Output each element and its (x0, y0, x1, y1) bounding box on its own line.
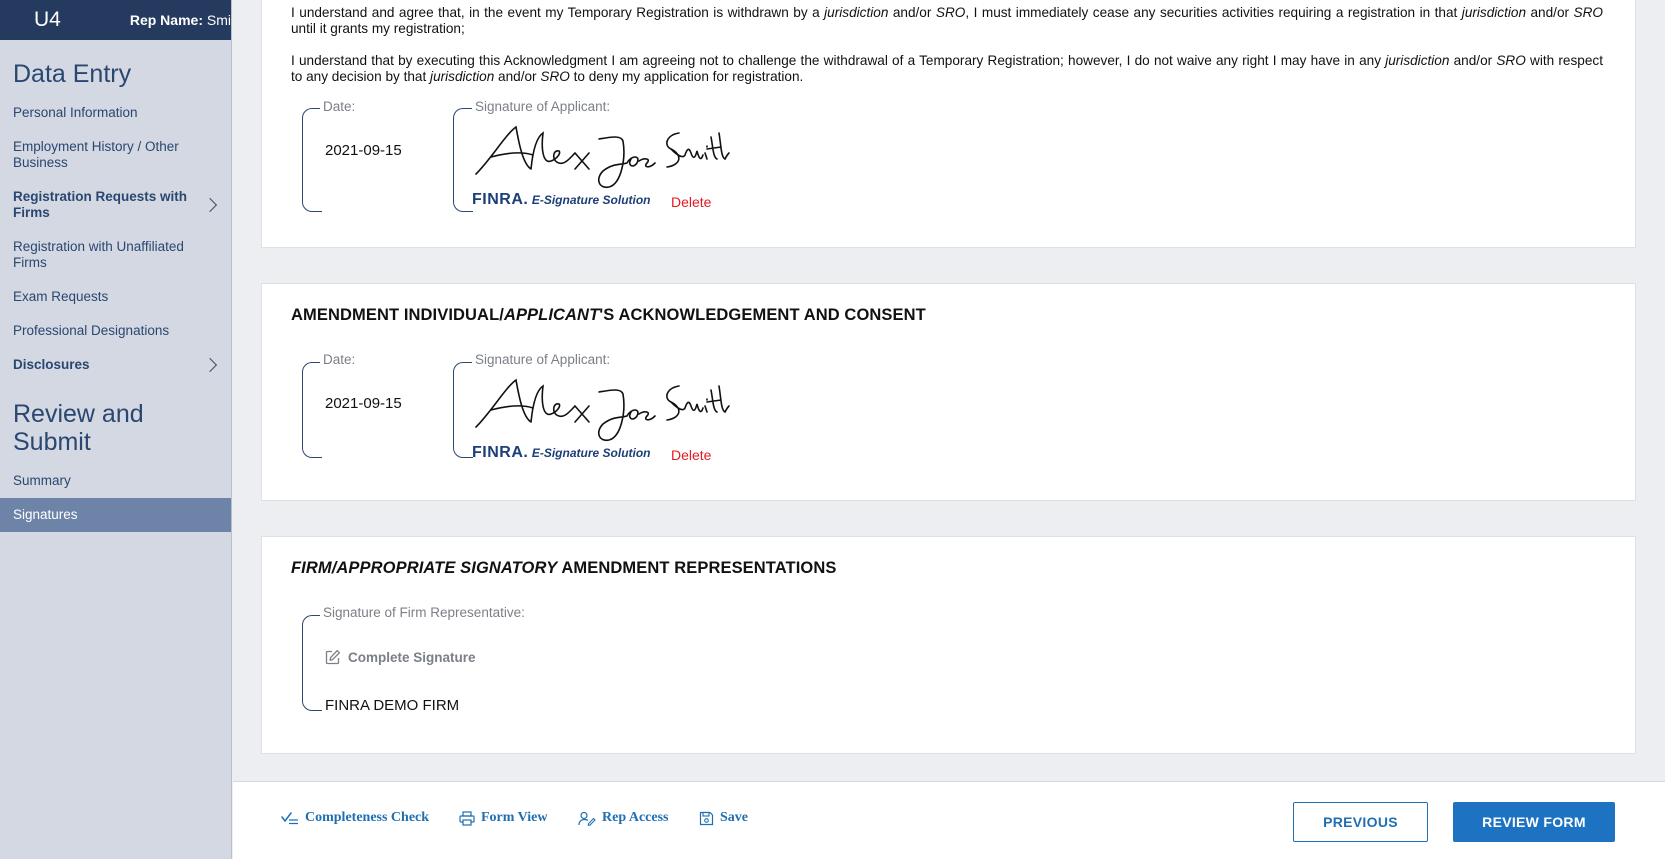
chevron-right-icon (203, 358, 217, 372)
review-form-button[interactable]: REVIEW FORM (1453, 802, 1615, 842)
complete-signature-button[interactable] (325, 649, 476, 665)
date-field-bracket (302, 108, 322, 212)
delete-signature-link[interactable]: Delete (671, 447, 712, 463)
signature-field-bracket (453, 108, 473, 212)
sidebar-item-summary[interactable] (0, 464, 231, 498)
firm-signatory-card (261, 536, 1636, 754)
delete-signature-link[interactable]: Delete (671, 194, 712, 210)
date-value: 2021-09-15 (325, 395, 402, 412)
applicant-signature (471, 372, 731, 452)
signature-field-bracket (453, 362, 473, 458)
sidebar-item-label: Professional Designations (13, 323, 170, 338)
signature-label: Signature of Applicant: (472, 99, 613, 114)
form-name: U4 (34, 8, 61, 31)
sidebar-item-label: Registration with Unaffiliated Firms (13, 239, 184, 270)
sidebar-item-label: Employment History / Other Business (13, 139, 179, 170)
firm-signature-label: Signature of Firm Representative: (320, 605, 528, 620)
save-label: Save (720, 810, 748, 825)
save-link[interactable] (699, 810, 748, 826)
sidebar-item-exam-requests[interactable] (0, 280, 231, 314)
rep-name-label: Rep Name: (129, 12, 203, 28)
sidebar-item-label: Summary (13, 473, 71, 488)
acknowledgement-paragraph-1: I understand and agree that, in the event my Temporary Registration is withdrawn by a jurisdiction and/or SRO, I must immediately cease any securities activities requiring a registration in that jurisdiction and/or SRO until it grants my registration; (291, 5, 1603, 36)
amendment-acknowledgement-card (261, 283, 1636, 501)
chevron-right-icon (203, 198, 217, 212)
rep-access-label: Rep Access (602, 810, 669, 825)
sidebar-item-personal-information[interactable] (0, 96, 231, 130)
sidebar-section-data-entry: Data Entry (13, 60, 132, 88)
sidebar-item-label: Disclosures (13, 357, 90, 372)
sidebar-item-employment-history[interactable] (0, 130, 231, 180)
date-label: Date: (320, 352, 358, 367)
complete-signature-label: Complete Signature (348, 649, 476, 665)
sidebar-section-review-submit: Review and Submit (13, 400, 144, 456)
user-edit-icon (578, 811, 596, 826)
save-icon (699, 811, 714, 826)
rep-name-value: Smi (206, 12, 231, 28)
date-label: Date: (320, 99, 358, 114)
temporary-registration-card (261, 0, 1636, 248)
firm-signature-bracket (302, 615, 322, 711)
sidebar-item-professional-designations[interactable] (0, 314, 231, 348)
rep-access-link[interactable] (578, 810, 669, 826)
finra-esignature-logo: FINRA . E-Signature Solution (472, 444, 651, 461)
sidebar-item-label: Personal Information (13, 105, 138, 120)
applicant-signature (471, 119, 731, 199)
acknowledgement-paragraph-2: I understand that by executing this Acknowledgment I am agreeing not to challenge the withdrawal of a Temporary Registration; however, I do not waive any right I may have in any jurisdiction and/or SRO with respect to any decision by that jurisdiction and/or SRO to deny my application for registration. (291, 53, 1603, 84)
finra-esignature-logo: FINRA . E-Signature Solution (472, 191, 651, 208)
sidebar-item-registration-requests[interactable] (0, 180, 231, 230)
sidebar (0, 0, 232, 859)
form-view-label: Form View (481, 810, 548, 825)
sidebar-item-signatures[interactable] (0, 498, 231, 532)
sidebar-item-disclosures[interactable] (0, 348, 231, 382)
footer-toolbar (233, 781, 1665, 859)
date-field-bracket (302, 362, 322, 458)
previous-button[interactable]: PREVIOUS (1293, 802, 1428, 842)
checklist-icon (281, 811, 299, 825)
sidebar-item-label: Signatures (13, 507, 78, 522)
sidebar-item-label: Exam Requests (13, 289, 109, 304)
completeness-check-label: Completeness Check (305, 810, 430, 825)
sidebar-item-label: Registration Requests with Firms (13, 189, 188, 220)
printer-icon (459, 811, 475, 826)
date-value: 2021-09-15 (325, 142, 402, 159)
app-header (0, 0, 231, 40)
card-title: FIRM/APPROPRIATE SIGNATORY AMENDMENT REPRESENTATIONS (291, 559, 837, 577)
firm-name: FINRA DEMO FIRM (325, 697, 460, 714)
main-content (233, 0, 1665, 781)
sidebar-item-registration-unaffiliated[interactable] (0, 230, 231, 280)
form-view-link[interactable] (459, 810, 547, 826)
completeness-check-link[interactable] (281, 810, 429, 826)
card-title: AMENDMENT INDIVIDUAL/APPLICANT'S ACKNOWLEDGEMENT AND CONSENT (291, 306, 926, 324)
edit-square-icon (325, 649, 341, 665)
signature-label: Signature of Applicant: (472, 352, 613, 367)
rep-name (130, 12, 231, 28)
